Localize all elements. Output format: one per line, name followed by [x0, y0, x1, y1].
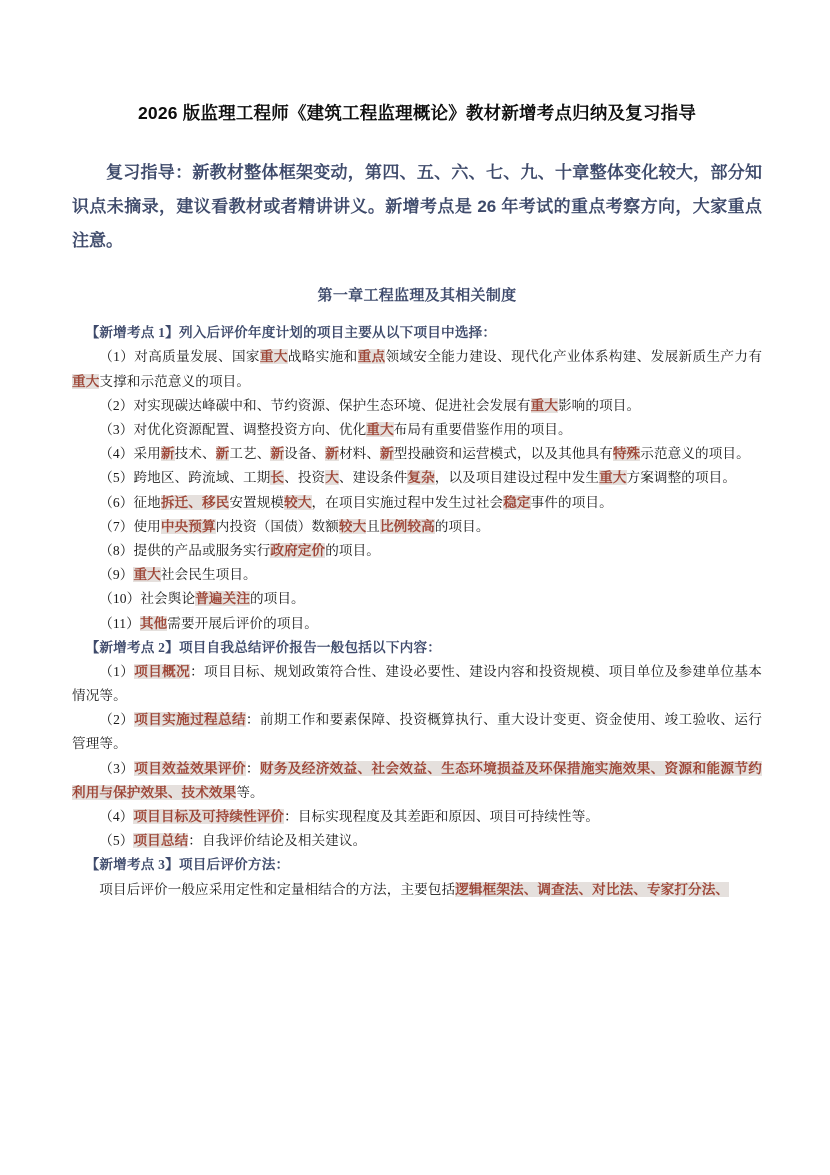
- keypoint-item: [72, 442, 762, 466]
- highlighted-text: 重大: [366, 422, 394, 437]
- body-text: ：自我评价结论及相关建议。: [188, 833, 367, 849]
- sections-container: [72, 321, 762, 902]
- body-text: 安置规模: [229, 494, 285, 510]
- keypoint-header: 【新增考点 3】项目后评价方法：: [85, 857, 290, 873]
- body-text: 社会民生项目。: [160, 567, 257, 583]
- body-text: 工艺、: [229, 446, 271, 462]
- highlighted-text: 较大: [284, 494, 312, 510]
- keypoint-section: [72, 636, 762, 854]
- body-text: （4）采用: [99, 446, 161, 462]
- body-text: （1）对高质量发展、国家: [99, 349, 260, 365]
- highlighted-text: 项目实施过程总结: [134, 712, 246, 728]
- keypoint-item: [72, 660, 762, 708]
- highlighted-text: 特殊: [612, 446, 641, 462]
- highlighted-text: 普遍关注: [195, 591, 250, 607]
- body-text: 事件的项目。: [530, 494, 613, 510]
- body-text: 的项目。: [434, 518, 490, 534]
- body-text: （6）征地: [99, 494, 161, 510]
- highlighted-text: 新: [270, 446, 285, 462]
- body-text: （7）使用: [99, 518, 161, 534]
- body-text: （1）: [99, 663, 135, 679]
- body-text: 需要开展后评价的项目。: [167, 615, 318, 631]
- highlighted-text: 中央预算: [160, 518, 216, 534]
- highlighted-text: 新: [325, 446, 339, 462]
- body-text: 领域安全能力建设、现代化产业体系构建、发展新质生产力有: [385, 349, 763, 365]
- body-text: （5）: [99, 833, 134, 849]
- body-text: ：目标实现程度及其差距和原因、项目可持续性等。: [284, 809, 600, 824]
- body-text: 影响的项目。: [557, 397, 641, 413]
- highlighted-text: 重大: [72, 373, 100, 389]
- keypoint-item: [72, 418, 762, 442]
- keypoint-item: [72, 539, 762, 563]
- highlighted-text: 其他: [139, 615, 168, 631]
- body-text: 支撑和示范意义的项目。: [99, 373, 251, 389]
- keypoint-item: [72, 345, 762, 393]
- highlighted-text: 政府定价: [270, 542, 326, 558]
- page-title: 2026 版监理工程师《建筑工程监理概论》教材新增考点归纳及复习指导: [137, 103, 697, 123]
- keypoint-item: [72, 563, 762, 587]
- body-text: 的项目。: [325, 542, 380, 558]
- body-text: （11）: [99, 615, 140, 631]
- body-text: 型投融资和运营模式，以及其他具有: [393, 446, 613, 462]
- body-text: 战略实施和: [287, 349, 358, 365]
- highlighted-text: 新: [380, 446, 394, 462]
- page-bottom-margin: [0, 1070, 830, 1175]
- keypoint-item: [72, 491, 762, 515]
- body-text: 示范意义的项目。: [640, 446, 750, 462]
- body-text: （9）: [99, 567, 134, 583]
- keypoint-item: [72, 829, 762, 853]
- body-text: （8）提供的产品或服务实行: [99, 542, 271, 558]
- keypoint-item: [72, 394, 762, 418]
- highlighted-text: 较大: [338, 518, 367, 534]
- body-text: 的项目。: [249, 591, 305, 607]
- highlighted-text: 项目总结: [133, 833, 189, 849]
- highlighted-text: 重大: [530, 397, 558, 413]
- keypoint-item: [72, 466, 762, 490]
- body-text: （4）: [99, 809, 134, 824]
- highlighted-text: 重大: [133, 567, 161, 583]
- body-text: 、投资: [284, 470, 326, 486]
- highlighted-text: 新: [160, 446, 175, 462]
- highlighted-text: 比例较高: [379, 518, 435, 534]
- keypoint-section: [72, 321, 762, 635]
- highlighted-text: 重点: [357, 349, 386, 365]
- highlighted-text: 重大: [599, 470, 627, 486]
- body-text: ，以及项目建设过程中发生: [434, 470, 600, 486]
- body-text: ：: [245, 760, 260, 776]
- keypoint-item: [72, 587, 762, 611]
- body-text: 等。: [236, 784, 264, 800]
- body-text: 设备、: [284, 446, 326, 462]
- highlighted-text: 复杂: [407, 470, 435, 486]
- body-text: （2）: [99, 712, 135, 728]
- highlighted-text: 项目概况: [134, 663, 191, 679]
- body-text: ，在项目实施过程中发生过社会: [311, 494, 504, 510]
- keypoint-item: [72, 878, 762, 902]
- highlighted-text: 大: [325, 470, 339, 486]
- body-text: （3）: [99, 760, 135, 776]
- body-text: 材料、: [338, 446, 381, 462]
- keypoint-header: 【新增考点 2】项目自我总结评价报告一般包括以下内容：: [85, 639, 442, 655]
- keypoint-item: [72, 612, 762, 636]
- keypoint-item: [72, 515, 762, 539]
- chapter-heading: 第一章工程监理及其相关制度: [317, 287, 517, 305]
- body-text: 方案调整的项目。: [626, 470, 737, 486]
- body-text: （10）社会舆论: [99, 591, 196, 607]
- highlighted-text: 逻辑框架法、调查法、对比法、专家打分法、: [455, 881, 730, 897]
- body-text: 项目后评价一般应采用定性和定量相结合的方法，主要包括: [99, 881, 456, 897]
- highlighted-text: 拆迁、移民: [160, 494, 230, 510]
- keypoint-item: [72, 708, 762, 756]
- keypoint-item: [72, 805, 762, 829]
- keypoint-section: [72, 853, 762, 901]
- page-content: [72, 100, 762, 902]
- body-text: 且: [366, 518, 380, 534]
- body-text: （5）跨地区、跨流域、工期: [99, 470, 271, 486]
- highlighted-text: 财务及经济效益、社会效益、生态环境损益及环保措施实施效果、资源和能源节约利用与保护效果、技术效果: [72, 760, 762, 800]
- highlighted-text: 稳定: [503, 494, 531, 510]
- body-text: 技术、: [174, 446, 216, 462]
- highlighted-text: 长: [270, 470, 285, 486]
- body-text: （3）对优化资源配置、调整投资方向、优化: [99, 422, 367, 437]
- body-text: ：前期工作和要素保障、投资概算执行、重大设计变更、资金使用、竣工验收、运行管理等。: [72, 712, 762, 752]
- body-text: 、建设条件: [338, 470, 408, 486]
- highlighted-text: 重大: [259, 349, 288, 365]
- body-text: 布局有重要借鉴作用的项目。: [393, 422, 572, 437]
- highlighted-text: 项目目标及可持续性评价: [133, 809, 285, 824]
- body-text: ：项目目标、规划政策符合性、建设必要性、建设内容和投资规模、项目单位及参建单位基本情况等。: [72, 663, 762, 704]
- study-guide-paragraph: 复习指导：新教材整体框架变动，第四、五、六、七、九、十章整体变化较大，部分知识点未摘录，建议看教材或者精讲讲义。新增考点是 26 年考试的重点考察方向，大家重点注意。: [72, 163, 762, 251]
- keypoint-item: [72, 757, 762, 805]
- keypoint-header: 【新增考点 1】列入后评价年度计划的项目主要从以下项目中选择：: [85, 325, 497, 341]
- body-text: 内投资（国债）数额: [215, 518, 339, 534]
- highlighted-text: 项目效益效果评价: [134, 760, 246, 776]
- highlighted-text: 新: [215, 446, 230, 462]
- body-text: （2）对实现碳达峰碳中和、节约资源、保护生态环境、促进社会发展有: [99, 397, 531, 413]
